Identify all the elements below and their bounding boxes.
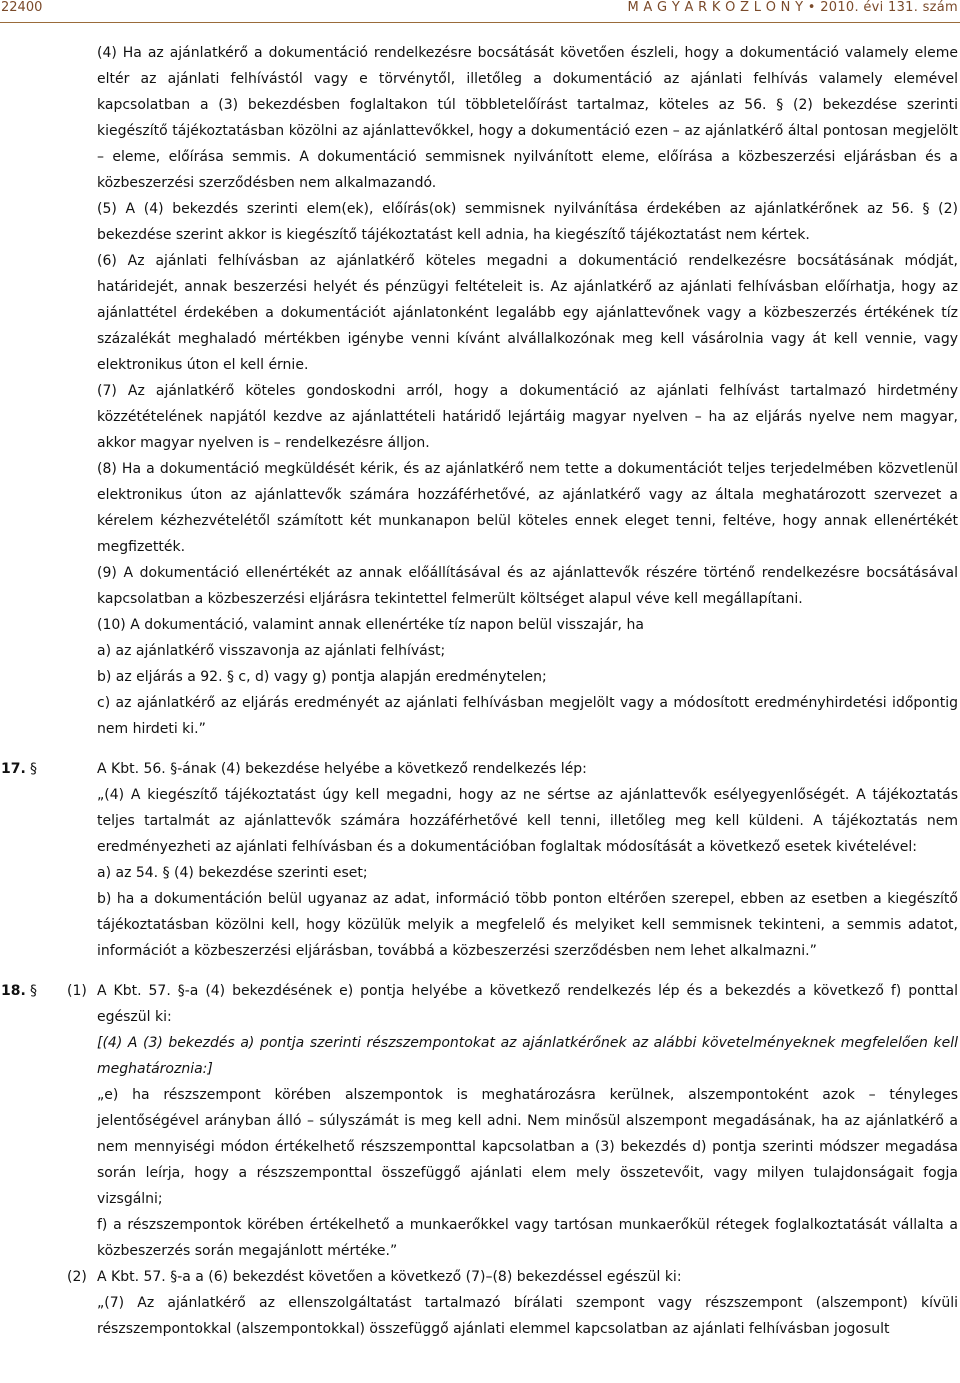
section-17 xyxy=(0,756,960,964)
paragraph: (8) Ha a dokumentáció megküldését kérik, és az ajánlatkérő nem tette a dokumentációt teljes terjedelmében közvetlenül elektronikus úton az ajánlattevők számára hozzáférhetővé, az ajánlatkérő vagy az általa meghatározott szervezet a kérelem kézhezvételétől számított két munkanapon belül köteles ennek eleget tenni, feltéve, hogy annak ellenértékét megfizették. xyxy=(97,461,958,555)
page-header xyxy=(0,0,960,20)
paragraph: A Kbt. 56. §-ának (4) bekezdése helyébe a következő rendelkezés lép: xyxy=(97,761,587,777)
section-16-continuation xyxy=(97,40,958,742)
publication-title: M A G Y A R K Ö Z L Ö N Y • 2010. évi 131. szám xyxy=(627,0,958,15)
paragraph: „(7) Az ajánlatkérő az ellenszolgáltatást tartalmazó bírálati szempont vagy részszempont (alszempont) kívüli részszempontokkal (alszempontokkal) összefüggő ajánlati elemmel kapcsolatban az ajánlati felhívásban jogosult xyxy=(97,1295,958,1337)
section-number: 18. xyxy=(1,983,26,999)
subsection-label: (1) xyxy=(67,983,87,999)
page-number: 22400 xyxy=(1,0,43,15)
section-mark: § xyxy=(30,761,37,777)
paragraph: (10) A dokumentáció, valamint annak ellenértéke tíz napon belül visszajár, ha xyxy=(97,617,644,633)
paragraph: (9) A dokumentáció ellenértékét az annak előállításával és az ajánlattevők részére történő rendelkezésre bocsátásával kapcsolatban a közbeszerzési eljárásra tekintettel felmerült költséget alapul véve kell megállapítani. xyxy=(97,565,958,607)
italic-paragraph: [(4) A (3) bekezdés a) pontja szerinti részszempontokat az ajánlatkérőnek az alábbi követelményeknek megfelelően kell meghatároznia:] xyxy=(97,1035,958,1077)
subsection-2 xyxy=(0,1264,960,1342)
subsection-1 xyxy=(0,978,960,1264)
section-number: 17. xyxy=(1,761,26,777)
list-item: c) az ajánlatkérő az eljárás eredményét az ajánlati felhívásban megjelölt vagy a módosított eredményhirdetési időpontig nem hirdeti ki.” xyxy=(97,695,958,737)
paragraph: (6) Az ajánlati felhívásban az ajánlatkérő köteles megadni a dokumentáció rendelkezésre bocsátásának módját, határidejét, annak beszerzési helyét és pénzügyi feltételeit is. Az ajánlatkérő az ajánlati felhívásban előírhatja, hogy az ajánlattétel érdekében a dokumentációt ajánlatonként legalább egy ajánlattevőnek vagy a közbeszerzés értékének tíz százalékát meghaladó mértékben igénybe venni kívánt alvállalkozónak meg kell vásárolnia vagy át kell vennie, vagy elektronikus úton el kell érnie. xyxy=(97,253,958,373)
subsection-label: (2) xyxy=(67,1269,87,1285)
list-item: „e) ha részszempont körében alszempontok is meghatározásra kerülnek, alszempontoként azok – tényleges jelentőségével arányban álló – súlyszámát is meg kell adni. Nem minősül alszempont megadásának, ha az ajánlatkérő a nem mennyiségi módon értékelhető részszemponttal kapcsolatban a (3) bekezdés d) pontja szerinti módszer megadása során leírja, hogy a részszemponttal összefüggő ajánlati elem mely összetevőit, vagy milyen tulajdonságait fogja vizsgálni; xyxy=(97,1087,958,1207)
list-item: b) ha a dokumentáción belül ugyanaz az adat, információ több ponton eltérően szerepel, ebben az esetben a kiegészítő tájékoztatásban közölni kell, hogy közülük melyik a megfelelő és melyiket kell semmisnek tekinteni, a semmis adatot, információt a közbeszerzési eljárásban, továbbá a közbeszerzési szerződésben nem lehet alkalmazni.” xyxy=(97,891,958,959)
header-rule xyxy=(0,22,960,23)
list-item: b) az eljárás a 92. § c, d) vagy g) pontja alapján eredménytelen; xyxy=(97,669,547,685)
list-item: a) az ajánlatkérő visszavonja az ajánlati felhívást; xyxy=(97,643,446,659)
paragraph: „(4) A kiegészítő tájékoztatást úgy kell megadni, hogy az ne sértse az ajánlattevők esélyegyenlőségét. A tájékoztatás teljes tartalmát az ajánlattevők számára hozzáférhetővé kell tenni, illetőleg meg kell küldeni. A tájékoztatás nem eredményezheti az ajánlati felhívásban és a dokumentációban foglaltak módosítását a következő esetek kivételével: xyxy=(97,787,958,855)
section-mark: § xyxy=(30,983,37,999)
list-item: f) a részszempontok körében értékelhető a munkaerőkkel vagy tartósan munkaerőkül rétegek foglalkoztatását vállalta a közbeszerzés során megajánlott mértéke.” xyxy=(97,1217,958,1259)
paragraph: (7) Az ajánlatkérő köteles gondoskodni arról, hogy a dokumentáció az ajánlati felhívást tartalmazó hirdetmény közzétételének napjától kezdve az ajánlattételi határidő lejártáig magyar nyelven – ha az eljárás nyelve nem magyar, akkor magyar nyelven is – rendelkezésre álljon. xyxy=(97,383,958,451)
document-body xyxy=(0,40,960,1342)
list-item: a) az 54. § (4) bekezdése szerinti eset; xyxy=(97,865,368,881)
paragraph: A Kbt. 57. §-a (4) bekezdésének e) pontja helyébe a következő rendelkezés lép és a bekezdés a következő f) ponttal egészül ki: xyxy=(97,983,958,1025)
paragraph: (4) Ha az ajánlatkérő a dokumentáció rendelkezésre bocsátását követően észleli, hogy a dokumentáció valamely eleme eltér az ajánlati felhívástól vagy e törvénytől, illetőleg a dokumentáció az ajánlati felhívás valamely elemével kapcsolatban a (3) bekezdésben foglaltakon túl többletelőírást tartalmaz, köteles az 56. § (2) bekezdése szerinti kiegészítő tájékoztatásban közölni az ajánlattevőkkel, hogy a dokumentáció ezen – az ajánlatkérő által pontosan megjelölt – eleme, előírása semmis. A dokumentáció semmisnek nyilvánított eleme, előírása a közbeszerzési eljárásban és a közbeszerzési szerződésben nem alkalmazandó. xyxy=(97,45,958,191)
section-18 xyxy=(0,978,960,1342)
paragraph: (5) A (4) bekezdés szerinti elem(ek), előírás(ok) semmisnek nyilvánítása érdekében az ajánlatkérőnek az 56. § (2) bekezdése szerint akkor is kiegészítő tájékoztatást kell adnia, ha kiegészítő tájékoztatást nem kértek. xyxy=(97,201,958,243)
paragraph: A Kbt. 57. §-a a (6) bekezdést követően a következő (7)–(8) bekezdéssel egészül ki: xyxy=(97,1269,682,1285)
